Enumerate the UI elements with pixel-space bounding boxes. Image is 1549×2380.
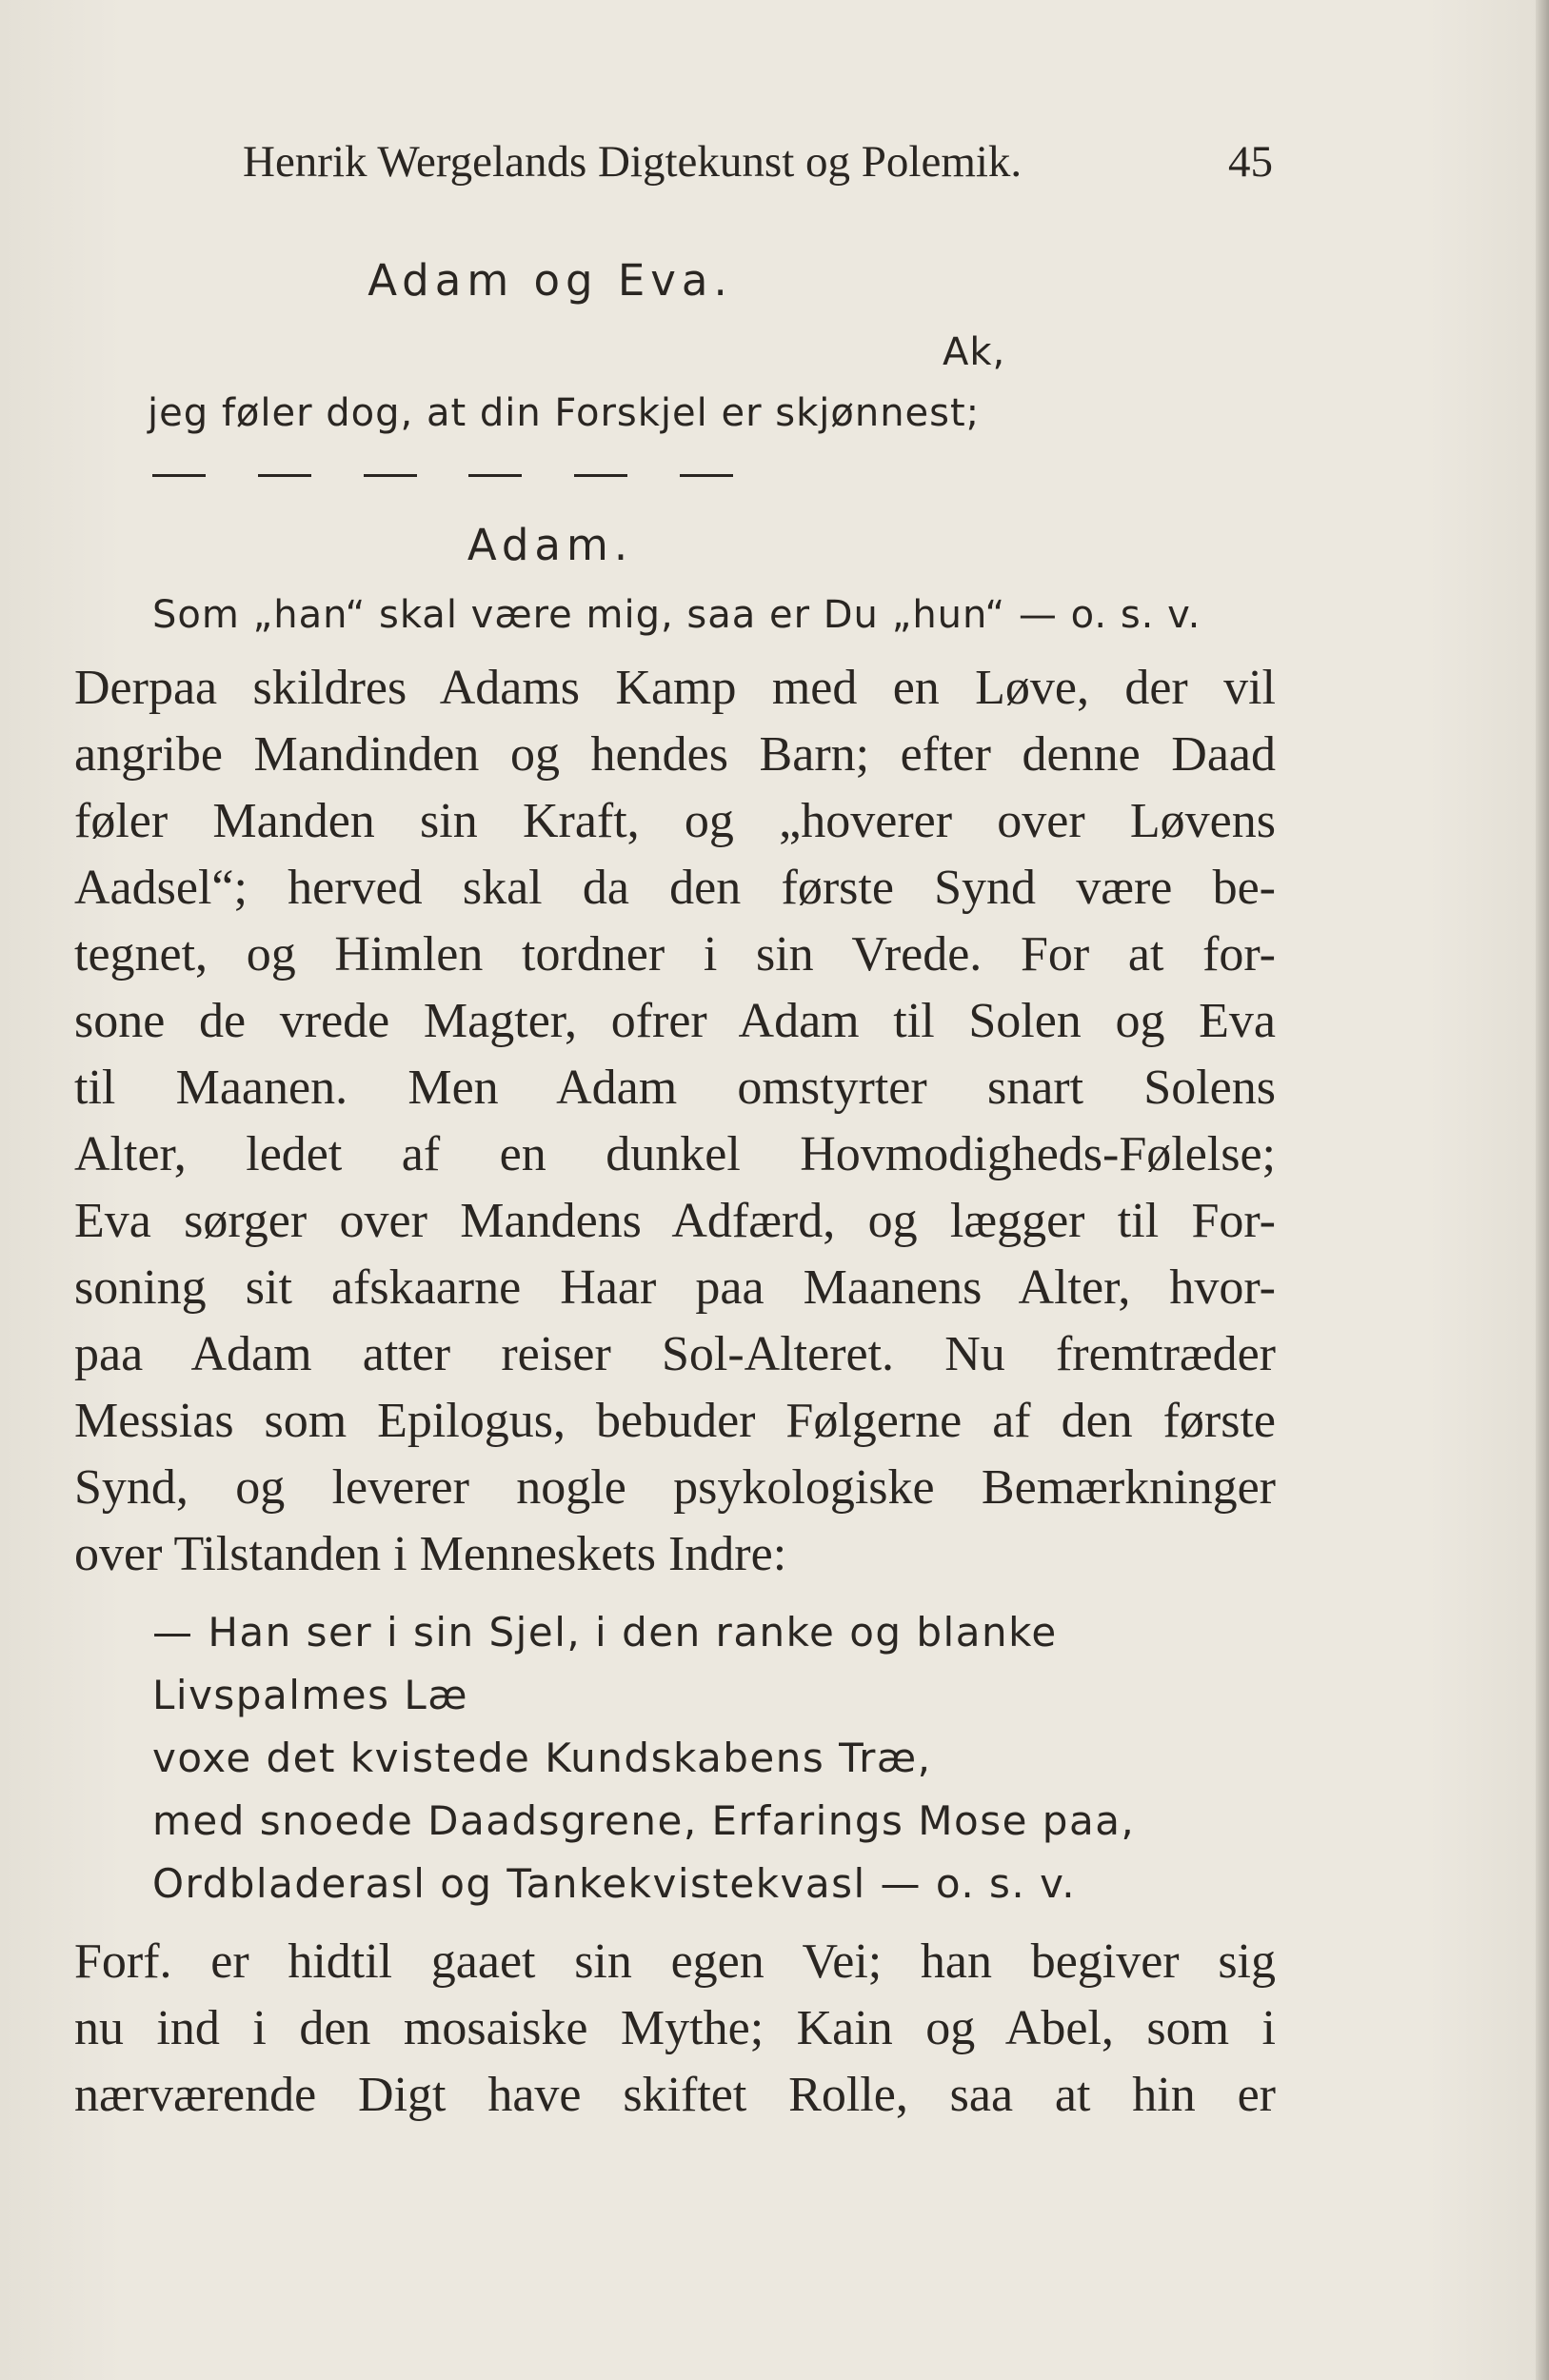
page-number: 45 (1228, 137, 1273, 187)
quote-line: Ordbladerasl og Tankekvistekvasl — o. s. v. (152, 1860, 1077, 1907)
speaker-adam: Adam. (467, 520, 634, 570)
text-line: nærværende Digt have skiftet Rolle, saa at hin er (74, 2068, 1276, 2122)
text-line: Messias som Epilogus, bebuder Følgerne af den første (74, 1394, 1276, 1448)
text-line: Alter, ledet af en dunkel Hovmodigheds-Følelse; (74, 1127, 1276, 1181)
text-line: soning sit afskaarne Haar paa Maanens Alter, hvor- (74, 1260, 1276, 1315)
verse-quote (152, 1601, 1200, 1915)
quote-line: Livspalmes Læ (152, 1672, 468, 1718)
text-line: føler Manden sin Kraft, og „hoverer over Løvens (74, 794, 1276, 848)
text-line-last: over Tilstanden i Menneskets Indre: (74, 1527, 787, 1581)
text-line: nu ind i den mosaiske Mythe; Kain og Abel, som i (74, 2001, 1276, 2055)
paragraph-2 (74, 1929, 1276, 2129)
text-line: Derpaa skildres Adams Kamp med en Løve, der vil (74, 661, 1276, 715)
verse-line-3: Som „han“ skal være mig, saa er Du „hun“ — o. s. v. (152, 593, 1201, 637)
speaker-adam-og-eva: Adam og Eva. (367, 255, 733, 306)
text-line: Synd, og leverer nogle psykologiske Bemærkninger (74, 1460, 1276, 1515)
dash (258, 474, 311, 477)
dash (574, 474, 627, 477)
omission-dashes (152, 474, 733, 480)
running-header (243, 133, 1273, 190)
text-line: sone de vrede Magter, ofrer Adam til Solen og Eva (74, 994, 1276, 1048)
paragraph-1 (74, 655, 1276, 1588)
page-edge (1536, 0, 1549, 2380)
text-line: angribe Mandinden og hendes Barn; efter denne Daad (74, 727, 1276, 782)
verse-line-1: Ak, (943, 330, 1006, 374)
text-line: Forf. er hidtil gaaet sin egen Vei; han begiver sig (74, 1934, 1276, 1989)
text-line: tegnet, og Himlen tordner i sin Vrede. For at for- (74, 927, 1276, 982)
verse-line-2: jeg føler dog, at din Forskjel er skjønnest; (148, 391, 981, 435)
text-line: paa Adam atter reiser Sol-Alteret. Nu fremtræder (74, 1327, 1276, 1381)
text-line: til Maanen. Men Adam omstyrter snart Solens (74, 1061, 1276, 1115)
dash (468, 474, 522, 477)
running-title: Henrik Wergelands Digtekunst og Polemik. (243, 137, 1023, 187)
dash (364, 474, 417, 477)
text-line: Eva sørger over Mandens Adfærd, og lægger til For- (74, 1194, 1276, 1248)
quote-line: — Han ser i sin Sjel, i den ranke og blanke (152, 1609, 1058, 1656)
text-line: Aadsel“; herved skal da den første Synd være be- (74, 861, 1276, 915)
quote-line: voxe det kvistede Kundskabens Træ, (152, 1735, 932, 1781)
dash (680, 474, 733, 477)
dash (152, 474, 206, 477)
quote-line: med snoede Daadsgrene, Erfarings Mose paa, (152, 1797, 1136, 1844)
